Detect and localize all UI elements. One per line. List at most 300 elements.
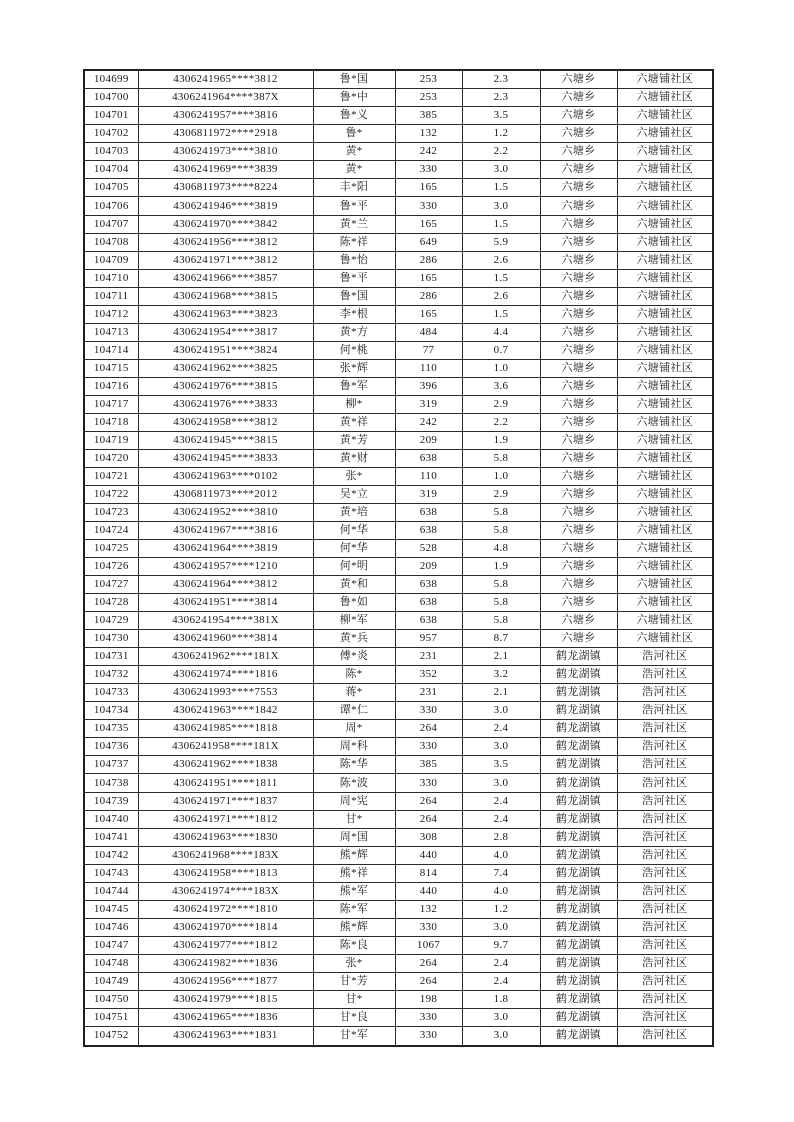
table-row bbox=[84, 359, 713, 377]
table-row bbox=[84, 1008, 713, 1026]
serial-cell: 104708 bbox=[84, 233, 138, 251]
community-cell: 浩河社区 bbox=[617, 900, 713, 918]
person-name-cell: 柳* bbox=[313, 395, 395, 413]
table-row bbox=[84, 1026, 713, 1046]
community-cell: 六塘铺社区 bbox=[617, 323, 713, 341]
township-cell: 六塘乡 bbox=[540, 377, 617, 395]
serial-cell: 104734 bbox=[84, 702, 138, 720]
amount-cell: 286 bbox=[395, 251, 462, 269]
person-name-cell: 陈*华 bbox=[313, 756, 395, 774]
rate-cell: 3.5 bbox=[462, 756, 540, 774]
serial-cell: 104747 bbox=[84, 936, 138, 954]
rate-cell: 5.8 bbox=[462, 504, 540, 522]
masked-id-cell: 4306811972****2918 bbox=[138, 125, 313, 143]
amount-cell: 132 bbox=[395, 900, 462, 918]
serial-cell: 104703 bbox=[84, 143, 138, 161]
masked-id-cell: 4306241967****3816 bbox=[138, 522, 313, 540]
table-row bbox=[84, 467, 713, 485]
masked-id-cell: 4306241963****3823 bbox=[138, 305, 313, 323]
amount-cell: 814 bbox=[395, 864, 462, 882]
amount-cell: 330 bbox=[395, 197, 462, 215]
masked-id-cell: 4306241973****3810 bbox=[138, 143, 313, 161]
masked-id-cell: 4306241958****3812 bbox=[138, 413, 313, 431]
rate-cell: 4.0 bbox=[462, 882, 540, 900]
person-name-cell: 周*国 bbox=[313, 828, 395, 846]
rate-cell: 7.4 bbox=[462, 864, 540, 882]
masked-id-cell: 4306241965****3812 bbox=[138, 70, 313, 89]
person-name-cell: 陈*军 bbox=[313, 900, 395, 918]
township-cell: 六塘乡 bbox=[540, 305, 617, 323]
amount-cell: 264 bbox=[395, 792, 462, 810]
serial-cell: 104727 bbox=[84, 576, 138, 594]
rate-cell: 2.9 bbox=[462, 485, 540, 503]
community-cell: 浩河社区 bbox=[617, 972, 713, 990]
masked-id-cell: 4306241962****3825 bbox=[138, 359, 313, 377]
serial-cell: 104738 bbox=[84, 774, 138, 792]
rate-cell: 3.0 bbox=[462, 197, 540, 215]
masked-id-cell: 4306241954****381X bbox=[138, 612, 313, 630]
rate-cell: 2.6 bbox=[462, 287, 540, 305]
community-cell: 六塘铺社区 bbox=[617, 449, 713, 467]
amount-cell: 638 bbox=[395, 576, 462, 594]
community-cell: 六塘铺社区 bbox=[617, 233, 713, 251]
amount-cell: 165 bbox=[395, 269, 462, 287]
person-name-cell: 熊*军 bbox=[313, 882, 395, 900]
rate-cell: 1.2 bbox=[462, 125, 540, 143]
amount-cell: 319 bbox=[395, 395, 462, 413]
community-cell: 浩河社区 bbox=[617, 954, 713, 972]
community-cell: 六塘铺社区 bbox=[617, 558, 713, 576]
person-name-cell: 张* bbox=[313, 954, 395, 972]
person-name-cell: 陈* bbox=[313, 666, 395, 684]
community-cell: 浩河社区 bbox=[617, 810, 713, 828]
community-cell: 六塘铺社区 bbox=[617, 431, 713, 449]
township-cell: 六塘乡 bbox=[540, 558, 617, 576]
township-cell: 鹤龙湖镇 bbox=[540, 702, 617, 720]
amount-cell: 319 bbox=[395, 485, 462, 503]
community-cell: 六塘铺社区 bbox=[617, 630, 713, 648]
masked-id-cell: 4306241964****3819 bbox=[138, 540, 313, 558]
amount-cell: 209 bbox=[395, 431, 462, 449]
person-name-cell: 蒋* bbox=[313, 684, 395, 702]
community-cell: 六塘铺社区 bbox=[617, 612, 713, 630]
rate-cell: 1.8 bbox=[462, 990, 540, 1008]
rate-cell: 2.4 bbox=[462, 720, 540, 738]
amount-cell: 165 bbox=[395, 215, 462, 233]
masked-id-cell: 4306241958****181X bbox=[138, 738, 313, 756]
table-row bbox=[84, 413, 713, 431]
community-cell: 六塘铺社区 bbox=[617, 395, 713, 413]
masked-id-cell: 4306241979****1815 bbox=[138, 990, 313, 1008]
serial-cell: 104721 bbox=[84, 467, 138, 485]
serial-cell: 104717 bbox=[84, 395, 138, 413]
township-cell: 鹤龙湖镇 bbox=[540, 756, 617, 774]
table-row bbox=[84, 540, 713, 558]
masked-id-cell: 4306241985****1818 bbox=[138, 720, 313, 738]
township-cell: 六塘乡 bbox=[540, 630, 617, 648]
table-row bbox=[84, 449, 713, 467]
township-cell: 六塘乡 bbox=[540, 449, 617, 467]
township-cell: 六塘乡 bbox=[540, 359, 617, 377]
serial-cell: 104744 bbox=[84, 882, 138, 900]
community-cell: 六塘铺社区 bbox=[617, 540, 713, 558]
rate-cell: 2.9 bbox=[462, 395, 540, 413]
township-cell: 六塘乡 bbox=[540, 612, 617, 630]
amount-cell: 253 bbox=[395, 70, 462, 89]
person-name-cell: 黄*兰 bbox=[313, 215, 395, 233]
community-cell: 六塘铺社区 bbox=[617, 143, 713, 161]
serial-cell: 104709 bbox=[84, 251, 138, 269]
person-name-cell: 黄* bbox=[313, 161, 395, 179]
rate-cell: 2.4 bbox=[462, 810, 540, 828]
person-name-cell: 周* bbox=[313, 720, 395, 738]
masked-id-cell: 4306241976****3833 bbox=[138, 395, 313, 413]
masked-id-cell: 4306241957****3816 bbox=[138, 107, 313, 125]
township-cell: 鹤龙湖镇 bbox=[540, 882, 617, 900]
amount-cell: 165 bbox=[395, 305, 462, 323]
community-cell: 浩河社区 bbox=[617, 666, 713, 684]
rate-cell: 3.0 bbox=[462, 161, 540, 179]
table-row bbox=[84, 323, 713, 341]
table-row bbox=[84, 161, 713, 179]
person-name-cell: 鲁*如 bbox=[313, 594, 395, 612]
rate-cell: 2.1 bbox=[462, 684, 540, 702]
rate-cell: 2.3 bbox=[462, 89, 540, 107]
person-name-cell: 何*华 bbox=[313, 540, 395, 558]
person-name-cell: 陈*良 bbox=[313, 936, 395, 954]
masked-id-cell: 4306241971****1812 bbox=[138, 810, 313, 828]
amount-cell: 1067 bbox=[395, 936, 462, 954]
serial-cell: 104746 bbox=[84, 918, 138, 936]
table-row bbox=[84, 738, 713, 756]
township-cell: 六塘乡 bbox=[540, 143, 617, 161]
township-cell: 鹤龙湖镇 bbox=[540, 954, 617, 972]
rate-cell: 3.2 bbox=[462, 666, 540, 684]
table-row bbox=[84, 107, 713, 125]
township-cell: 鹤龙湖镇 bbox=[540, 1026, 617, 1046]
community-cell: 六塘铺社区 bbox=[617, 467, 713, 485]
community-cell: 六塘铺社区 bbox=[617, 485, 713, 503]
rate-cell: 2.4 bbox=[462, 972, 540, 990]
amount-cell: 198 bbox=[395, 990, 462, 1008]
table-row bbox=[84, 89, 713, 107]
serial-cell: 104723 bbox=[84, 504, 138, 522]
table-row bbox=[84, 125, 713, 143]
rate-cell: 9.7 bbox=[462, 936, 540, 954]
person-name-cell: 黄*财 bbox=[313, 449, 395, 467]
table-body bbox=[84, 70, 713, 1046]
person-name-cell: 熊*辉 bbox=[313, 846, 395, 864]
community-cell: 浩河社区 bbox=[617, 846, 713, 864]
amount-cell: 209 bbox=[395, 558, 462, 576]
community-cell: 六塘铺社区 bbox=[617, 359, 713, 377]
township-cell: 六塘乡 bbox=[540, 431, 617, 449]
amount-cell: 330 bbox=[395, 918, 462, 936]
community-cell: 六塘铺社区 bbox=[617, 125, 713, 143]
township-cell: 鹤龙湖镇 bbox=[540, 792, 617, 810]
masked-id-cell: 4306241970****1814 bbox=[138, 918, 313, 936]
person-name-cell: 鲁*怡 bbox=[313, 251, 395, 269]
serial-cell: 104745 bbox=[84, 900, 138, 918]
amount-cell: 264 bbox=[395, 972, 462, 990]
table-row bbox=[84, 70, 713, 89]
community-cell: 六塘铺社区 bbox=[617, 341, 713, 359]
serial-cell: 104699 bbox=[84, 70, 138, 89]
amount-cell: 231 bbox=[395, 684, 462, 702]
amount-cell: 242 bbox=[395, 413, 462, 431]
township-cell: 六塘乡 bbox=[540, 107, 617, 125]
serial-cell: 104719 bbox=[84, 431, 138, 449]
serial-cell: 104735 bbox=[84, 720, 138, 738]
rate-cell: 5.8 bbox=[462, 612, 540, 630]
rate-cell: 2.2 bbox=[462, 413, 540, 431]
serial-cell: 104741 bbox=[84, 828, 138, 846]
person-name-cell: 鲁*平 bbox=[313, 269, 395, 287]
township-cell: 六塘乡 bbox=[540, 504, 617, 522]
rate-cell: 5.8 bbox=[462, 522, 540, 540]
masked-id-cell: 4306241982****1836 bbox=[138, 954, 313, 972]
amount-cell: 110 bbox=[395, 359, 462, 377]
amount-cell: 286 bbox=[395, 287, 462, 305]
serial-cell: 104718 bbox=[84, 413, 138, 431]
community-cell: 六塘铺社区 bbox=[617, 594, 713, 612]
rate-cell: 2.4 bbox=[462, 792, 540, 810]
person-name-cell: 鲁*国 bbox=[313, 287, 395, 305]
person-name-cell: 吴*立 bbox=[313, 485, 395, 503]
community-cell: 浩河社区 bbox=[617, 1026, 713, 1046]
table-row bbox=[84, 828, 713, 846]
serial-cell: 104732 bbox=[84, 666, 138, 684]
amount-cell: 330 bbox=[395, 702, 462, 720]
masked-id-cell: 4306241963****0102 bbox=[138, 467, 313, 485]
amount-cell: 638 bbox=[395, 504, 462, 522]
table-row bbox=[84, 954, 713, 972]
table-row bbox=[84, 251, 713, 269]
person-name-cell: 黄*培 bbox=[313, 504, 395, 522]
table-row bbox=[84, 810, 713, 828]
rate-cell: 1.2 bbox=[462, 900, 540, 918]
rate-cell: 3.5 bbox=[462, 107, 540, 125]
township-cell: 六塘乡 bbox=[540, 467, 617, 485]
serial-cell: 104736 bbox=[84, 738, 138, 756]
masked-id-cell: 4306241945****3833 bbox=[138, 449, 313, 467]
community-cell: 六塘铺社区 bbox=[617, 269, 713, 287]
masked-id-cell: 4306811973****2012 bbox=[138, 485, 313, 503]
rate-cell: 5.8 bbox=[462, 449, 540, 467]
person-name-cell: 张* bbox=[313, 467, 395, 485]
serial-cell: 104707 bbox=[84, 215, 138, 233]
person-name-cell: 丰*阳 bbox=[313, 179, 395, 197]
table-row bbox=[84, 792, 713, 810]
community-cell: 浩河社区 bbox=[617, 990, 713, 1008]
amount-cell: 308 bbox=[395, 828, 462, 846]
table-row bbox=[84, 558, 713, 576]
person-name-cell: 张*辉 bbox=[313, 359, 395, 377]
community-cell: 六塘铺社区 bbox=[617, 522, 713, 540]
township-cell: 鹤龙湖镇 bbox=[540, 684, 617, 702]
serial-cell: 104739 bbox=[84, 792, 138, 810]
community-cell: 六塘铺社区 bbox=[617, 504, 713, 522]
rate-cell: 3.0 bbox=[462, 918, 540, 936]
table-row bbox=[84, 990, 713, 1008]
masked-id-cell: 4306241974****1816 bbox=[138, 666, 313, 684]
person-name-cell: 鲁*军 bbox=[313, 377, 395, 395]
amount-cell: 638 bbox=[395, 522, 462, 540]
masked-id-cell: 4306241968****3815 bbox=[138, 287, 313, 305]
serial-cell: 104731 bbox=[84, 648, 138, 666]
amount-cell: 330 bbox=[395, 774, 462, 792]
masked-id-cell: 4306241945****3815 bbox=[138, 431, 313, 449]
community-cell: 浩河社区 bbox=[617, 738, 713, 756]
amount-cell: 385 bbox=[395, 107, 462, 125]
community-cell: 六塘铺社区 bbox=[617, 215, 713, 233]
community-cell: 浩河社区 bbox=[617, 828, 713, 846]
community-cell: 六塘铺社区 bbox=[617, 576, 713, 594]
rate-cell: 5.8 bbox=[462, 594, 540, 612]
serial-cell: 104729 bbox=[84, 612, 138, 630]
person-name-cell: 李*根 bbox=[313, 305, 395, 323]
community-cell: 六塘铺社区 bbox=[617, 377, 713, 395]
township-cell: 六塘乡 bbox=[540, 485, 617, 503]
table-row bbox=[84, 882, 713, 900]
amount-cell: 957 bbox=[395, 630, 462, 648]
serial-cell: 104737 bbox=[84, 756, 138, 774]
serial-cell: 104710 bbox=[84, 269, 138, 287]
amount-cell: 440 bbox=[395, 846, 462, 864]
masked-id-cell: 4306241951****3814 bbox=[138, 594, 313, 612]
township-cell: 六塘乡 bbox=[540, 70, 617, 89]
township-cell: 六塘乡 bbox=[540, 215, 617, 233]
serial-cell: 104724 bbox=[84, 522, 138, 540]
serial-cell: 104752 bbox=[84, 1026, 138, 1046]
table-row bbox=[84, 666, 713, 684]
masked-id-cell: 4306241971****3812 bbox=[138, 251, 313, 269]
rate-cell: 3.0 bbox=[462, 1008, 540, 1026]
amount-cell: 440 bbox=[395, 882, 462, 900]
rate-cell: 4.4 bbox=[462, 323, 540, 341]
rate-cell: 2.8 bbox=[462, 828, 540, 846]
person-name-cell: 鲁*国 bbox=[313, 70, 395, 89]
serial-cell: 104704 bbox=[84, 161, 138, 179]
township-cell: 鹤龙湖镇 bbox=[540, 666, 617, 684]
amount-cell: 484 bbox=[395, 323, 462, 341]
table-row bbox=[84, 756, 713, 774]
rate-cell: 1.0 bbox=[462, 359, 540, 377]
masked-id-cell: 4306241956****3812 bbox=[138, 233, 313, 251]
township-cell: 六塘乡 bbox=[540, 413, 617, 431]
person-name-cell: 黄*兵 bbox=[313, 630, 395, 648]
community-cell: 六塘铺社区 bbox=[617, 287, 713, 305]
table-row bbox=[84, 431, 713, 449]
masked-id-cell: 4306241960****3814 bbox=[138, 630, 313, 648]
rate-cell: 8.7 bbox=[462, 630, 540, 648]
rate-cell: 4.0 bbox=[462, 846, 540, 864]
masked-id-cell: 4306241964****3812 bbox=[138, 576, 313, 594]
table-row bbox=[84, 846, 713, 864]
person-name-cell: 黄*芳 bbox=[313, 431, 395, 449]
township-cell: 六塘乡 bbox=[540, 522, 617, 540]
masked-id-cell: 4306241963****1830 bbox=[138, 828, 313, 846]
serial-cell: 104749 bbox=[84, 972, 138, 990]
amount-cell: 330 bbox=[395, 1026, 462, 1046]
masked-id-cell: 4306241958****1813 bbox=[138, 864, 313, 882]
community-cell: 浩河社区 bbox=[617, 648, 713, 666]
community-cell: 六塘铺社区 bbox=[617, 197, 713, 215]
amount-cell: 330 bbox=[395, 161, 462, 179]
masked-id-cell: 4306241946****3819 bbox=[138, 197, 313, 215]
table-row bbox=[84, 900, 713, 918]
community-cell: 浩河社区 bbox=[617, 702, 713, 720]
person-name-cell: 熊*祥 bbox=[313, 864, 395, 882]
serial-cell: 104705 bbox=[84, 179, 138, 197]
table-row bbox=[84, 395, 713, 413]
rate-cell: 2.6 bbox=[462, 251, 540, 269]
township-cell: 六塘乡 bbox=[540, 179, 617, 197]
amount-cell: 264 bbox=[395, 954, 462, 972]
table-row bbox=[84, 972, 713, 990]
serial-cell: 104720 bbox=[84, 449, 138, 467]
person-name-cell: 何*华 bbox=[313, 522, 395, 540]
township-cell: 六塘乡 bbox=[540, 341, 617, 359]
table-row bbox=[84, 684, 713, 702]
serial-cell: 104701 bbox=[84, 107, 138, 125]
township-cell: 六塘乡 bbox=[540, 323, 617, 341]
person-name-cell: 甘*良 bbox=[313, 1008, 395, 1026]
masked-id-cell: 4306241962****181X bbox=[138, 648, 313, 666]
masked-id-cell: 4306241957****1210 bbox=[138, 558, 313, 576]
amount-cell: 385 bbox=[395, 756, 462, 774]
person-name-cell: 陈*祥 bbox=[313, 233, 395, 251]
table-row bbox=[84, 215, 713, 233]
table-row bbox=[84, 630, 713, 648]
serial-cell: 104733 bbox=[84, 684, 138, 702]
serial-cell: 104742 bbox=[84, 846, 138, 864]
rate-cell: 5.9 bbox=[462, 233, 540, 251]
table-row bbox=[84, 720, 713, 738]
community-cell: 六塘铺社区 bbox=[617, 251, 713, 269]
person-name-cell: 甘* bbox=[313, 990, 395, 1008]
table-row bbox=[84, 197, 713, 215]
rate-cell: 1.5 bbox=[462, 305, 540, 323]
data-table bbox=[83, 69, 714, 1047]
community-cell: 六塘铺社区 bbox=[617, 70, 713, 89]
person-name-cell: 鲁*平 bbox=[313, 197, 395, 215]
amount-cell: 396 bbox=[395, 377, 462, 395]
masked-id-cell: 4306241976****3815 bbox=[138, 377, 313, 395]
serial-cell: 104748 bbox=[84, 954, 138, 972]
rate-cell: 1.9 bbox=[462, 558, 540, 576]
community-cell: 浩河社区 bbox=[617, 936, 713, 954]
amount-cell: 330 bbox=[395, 738, 462, 756]
serial-cell: 104726 bbox=[84, 558, 138, 576]
rate-cell: 0.7 bbox=[462, 341, 540, 359]
masked-id-cell: 4306241956****1877 bbox=[138, 972, 313, 990]
community-cell: 六塘铺社区 bbox=[617, 305, 713, 323]
serial-cell: 104751 bbox=[84, 1008, 138, 1026]
serial-cell: 104730 bbox=[84, 630, 138, 648]
rate-cell: 2.1 bbox=[462, 648, 540, 666]
township-cell: 鹤龙湖镇 bbox=[540, 810, 617, 828]
rate-cell: 3.0 bbox=[462, 702, 540, 720]
person-name-cell: 周*宪 bbox=[313, 792, 395, 810]
community-cell: 六塘铺社区 bbox=[617, 161, 713, 179]
rate-cell: 3.6 bbox=[462, 377, 540, 395]
amount-cell: 264 bbox=[395, 720, 462, 738]
township-cell: 鹤龙湖镇 bbox=[540, 918, 617, 936]
serial-cell: 104706 bbox=[84, 197, 138, 215]
rate-cell: 2.3 bbox=[462, 70, 540, 89]
table-row bbox=[84, 287, 713, 305]
